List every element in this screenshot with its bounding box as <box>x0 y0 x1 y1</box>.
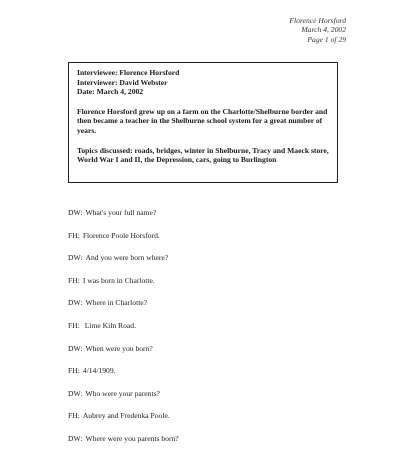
utterance-text: When were you born? <box>85 343 153 353</box>
speaker-label: FH: <box>68 366 80 376</box>
summary-paragraph: Florence Horsford grew up on a farm on the Charlotte/Shelburne border and then became a teacher in the Shelburne school system for a great number of years. <box>77 106 328 135</box>
utterance-text: And you were born where? <box>85 253 169 263</box>
utterance-text: Who were your parents? <box>85 388 160 398</box>
interview-summary-box <box>68 62 338 183</box>
speaker-label: DW: <box>68 253 83 263</box>
utterance-text: What's your full name? <box>85 208 157 217</box>
interview-date-line: Date: March 4, 2002 <box>77 87 144 97</box>
speaker-label: FH: <box>68 320 80 330</box>
speaker-label: DW: <box>68 388 83 398</box>
interviewee-line: Interviewee: Florence Horsford <box>77 68 180 77</box>
speaker-label: FH: <box>68 275 80 285</box>
transcript-line <box>68 253 179 276</box>
transcript-line <box>68 231 179 254</box>
utterance-text: Lime Kiln Road. <box>82 320 136 330</box>
utterance-text: Florence Poole Horsford. <box>82 230 160 240</box>
transcript-line <box>68 276 179 299</box>
speaker-label: FH: <box>68 230 80 240</box>
speaker-label: DW: <box>68 343 83 353</box>
utterance-text: Where were you parents born? <box>85 433 179 443</box>
utterance-text: I was born in Charlotte. <box>82 275 155 285</box>
utterance-text: 4/14/1909. <box>82 366 116 376</box>
transcript-line <box>68 389 179 412</box>
speaker-label: FH: <box>68 411 80 421</box>
transcript <box>68 208 179 457</box>
header-date: March 4, 2002 <box>301 25 346 35</box>
page-header <box>289 16 346 44</box>
speaker-label: DW: <box>68 298 83 308</box>
topics-paragraph: Topics discussed: roads, bridges, winter in Shelburne, Tracy and Maeck store, World War I and II, the Depression, cars, going to Burlington <box>77 145 329 165</box>
speaker-label: DW: <box>68 208 83 217</box>
transcript-line <box>68 344 179 367</box>
interview-meta <box>77 68 329 97</box>
transcript-line <box>68 411 179 434</box>
transcript-line <box>68 434 179 457</box>
transcript-line <box>68 321 179 344</box>
transcript-line <box>68 366 179 389</box>
utterance-text: Aubrey and Fredenka Poole. <box>82 411 170 421</box>
transcript-line <box>68 208 179 231</box>
header-name: Florence Horsford <box>289 16 346 25</box>
transcript-line <box>68 298 179 321</box>
header-page-number: Page 1 of 29 <box>307 34 346 44</box>
interviewer-line: Interviewer: David Webster <box>77 77 168 87</box>
speaker-label: DW: <box>68 433 83 443</box>
utterance-text: Where in Charlotte? <box>85 298 148 308</box>
